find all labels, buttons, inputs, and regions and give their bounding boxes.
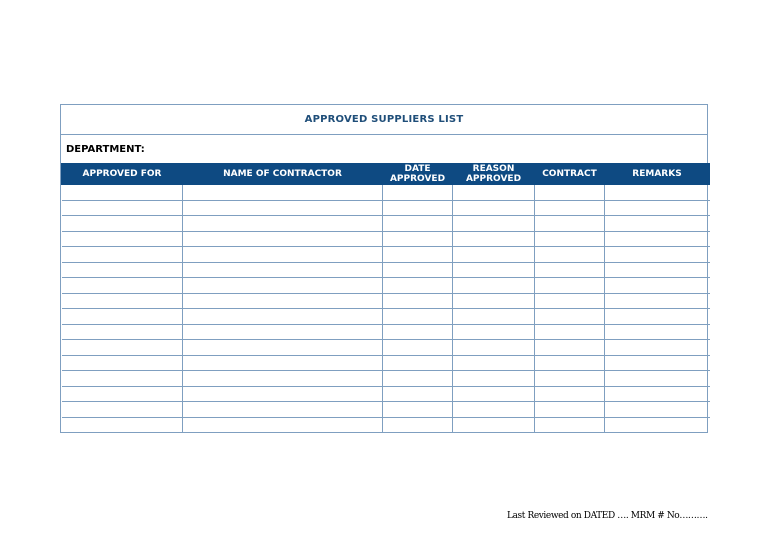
cell-contract[interactable] [535, 371, 605, 387]
column-header-name-of-contractor: NAME OF CONTRACTOR [183, 163, 383, 185]
cell-reason-approved[interactable] [453, 278, 535, 294]
table-row [62, 200, 710, 216]
cell-remarks[interactable] [605, 417, 710, 432]
cell-contract[interactable] [535, 355, 605, 371]
cell-date-approved[interactable] [383, 355, 453, 371]
table-row [62, 216, 710, 232]
table-row [62, 231, 710, 247]
cell-contract[interactable] [535, 402, 605, 418]
cell-name-of-contractor[interactable] [183, 355, 383, 371]
table-row [62, 417, 710, 432]
cell-reason-approved[interactable] [453, 185, 535, 200]
cell-contract[interactable] [535, 185, 605, 200]
cell-date-approved[interactable] [383, 324, 453, 340]
cell-date-approved[interactable] [383, 371, 453, 387]
approved-suppliers-form [60, 104, 708, 433]
column-header-reason-approved: REASON APPROVED [453, 163, 535, 185]
cell-approved-for[interactable] [62, 293, 183, 309]
cell-name-of-contractor[interactable] [183, 262, 383, 278]
cell-approved-for[interactable] [62, 309, 183, 325]
cell-contract[interactable] [535, 324, 605, 340]
cell-approved-for[interactable] [62, 386, 183, 402]
table-row [62, 247, 710, 263]
table-row [62, 340, 710, 356]
cell-contract[interactable] [535, 247, 605, 263]
cell-name-of-contractor[interactable] [183, 231, 383, 247]
cell-remarks[interactable] [605, 324, 710, 340]
cell-remarks[interactable] [605, 247, 710, 263]
cell-reason-approved[interactable] [453, 324, 535, 340]
cell-date-approved[interactable] [383, 247, 453, 263]
cell-approved-for[interactable] [62, 247, 183, 263]
table-row [62, 262, 710, 278]
cell-name-of-contractor[interactable] [183, 402, 383, 418]
cell-contract[interactable] [535, 293, 605, 309]
table-row [62, 402, 710, 418]
suppliers-table [61, 163, 710, 432]
cell-approved-for[interactable] [62, 417, 183, 432]
cell-date-approved[interactable] [383, 402, 453, 418]
cell-approved-for[interactable] [62, 278, 183, 294]
cell-approved-for[interactable] [62, 216, 183, 232]
cell-contract[interactable] [535, 278, 605, 294]
department-label: DEPARTMENT: [66, 143, 145, 155]
cell-date-approved[interactable] [383, 417, 453, 432]
cell-approved-for[interactable] [62, 185, 183, 200]
cell-name-of-contractor[interactable] [183, 185, 383, 200]
cell-remarks[interactable] [605, 278, 710, 294]
cell-contract[interactable] [535, 340, 605, 356]
cell-name-of-contractor[interactable] [183, 417, 383, 432]
column-header-contract: CONTRACT [535, 163, 605, 185]
cell-date-approved[interactable] [383, 200, 453, 216]
cell-name-of-contractor[interactable] [183, 216, 383, 232]
cell-remarks[interactable] [605, 340, 710, 356]
cell-contract[interactable] [535, 216, 605, 232]
cell-approved-for[interactable] [62, 402, 183, 418]
cell-approved-for[interactable] [62, 262, 183, 278]
cell-name-of-contractor[interactable] [183, 324, 383, 340]
cell-date-approved[interactable] [383, 340, 453, 356]
cell-date-approved[interactable] [383, 231, 453, 247]
cell-remarks[interactable] [605, 200, 710, 216]
table-body [62, 185, 710, 432]
cell-name-of-contractor[interactable] [183, 371, 383, 387]
cell-approved-for[interactable] [62, 200, 183, 216]
table-row [62, 371, 710, 387]
cell-reason-approved[interactable] [453, 262, 535, 278]
cell-reason-approved[interactable] [453, 340, 535, 356]
cell-contract[interactable] [535, 417, 605, 432]
cell-approved-for[interactable] [62, 371, 183, 387]
cell-reason-approved[interactable] [453, 200, 535, 216]
cell-date-approved[interactable] [383, 216, 453, 232]
column-header-remarks: REMARKS [605, 163, 710, 185]
cell-name-of-contractor[interactable] [183, 386, 383, 402]
cell-reason-approved[interactable] [453, 247, 535, 263]
table-row [62, 309, 710, 325]
cell-date-approved[interactable] [383, 262, 453, 278]
cell-approved-for[interactable] [62, 355, 183, 371]
cell-approved-for[interactable] [62, 340, 183, 356]
form-title: APPROVED SUPPLIERS LIST [61, 105, 707, 135]
cell-date-approved[interactable] [383, 293, 453, 309]
cell-reason-approved[interactable] [453, 216, 535, 232]
cell-name-of-contractor[interactable] [183, 340, 383, 356]
cell-remarks[interactable] [605, 309, 710, 325]
cell-contract[interactable] [535, 231, 605, 247]
cell-name-of-contractor[interactable] [183, 247, 383, 263]
cell-reason-approved[interactable] [453, 355, 535, 371]
column-header-date-approved: DATE APPROVED [383, 163, 453, 185]
header-row [62, 163, 710, 185]
cell-remarks[interactable] [605, 402, 710, 418]
cell-date-approved[interactable] [383, 386, 453, 402]
footer-review-note: Last Reviewed on DATED …. MRM # No………. [507, 511, 708, 521]
cell-contract[interactable] [535, 386, 605, 402]
table-row [62, 293, 710, 309]
cell-reason-approved[interactable] [453, 293, 535, 309]
cell-reason-approved[interactable] [453, 417, 535, 432]
cell-remarks[interactable] [605, 231, 710, 247]
cell-reason-approved[interactable] [453, 386, 535, 402]
cell-remarks[interactable] [605, 386, 710, 402]
cell-reason-approved[interactable] [453, 309, 535, 325]
column-header-approved-for: APPROVED FOR [62, 163, 183, 185]
cell-date-approved[interactable] [383, 185, 453, 200]
table-header [62, 163, 710, 185]
cell-approved-for[interactable] [62, 231, 183, 247]
cell-date-approved[interactable] [383, 278, 453, 294]
table-row [62, 324, 710, 340]
cell-contract[interactable] [535, 200, 605, 216]
cell-remarks[interactable] [605, 355, 710, 371]
cell-remarks[interactable] [605, 262, 710, 278]
table-row [62, 185, 710, 200]
cell-remarks[interactable] [605, 216, 710, 232]
cell-name-of-contractor[interactable] [183, 278, 383, 294]
cell-reason-approved[interactable] [453, 402, 535, 418]
cell-approved-for[interactable] [62, 324, 183, 340]
cell-name-of-contractor[interactable] [183, 293, 383, 309]
cell-remarks[interactable] [605, 185, 710, 200]
table-row [62, 355, 710, 371]
cell-name-of-contractor[interactable] [183, 200, 383, 216]
cell-remarks[interactable] [605, 371, 710, 387]
table-row [62, 278, 710, 294]
cell-contract[interactable] [535, 309, 605, 325]
cell-reason-approved[interactable] [453, 371, 535, 387]
cell-reason-approved[interactable] [453, 231, 535, 247]
cell-date-approved[interactable] [383, 309, 453, 325]
cell-remarks[interactable] [605, 293, 710, 309]
table-row [62, 386, 710, 402]
cell-name-of-contractor[interactable] [183, 309, 383, 325]
cell-contract[interactable] [535, 262, 605, 278]
